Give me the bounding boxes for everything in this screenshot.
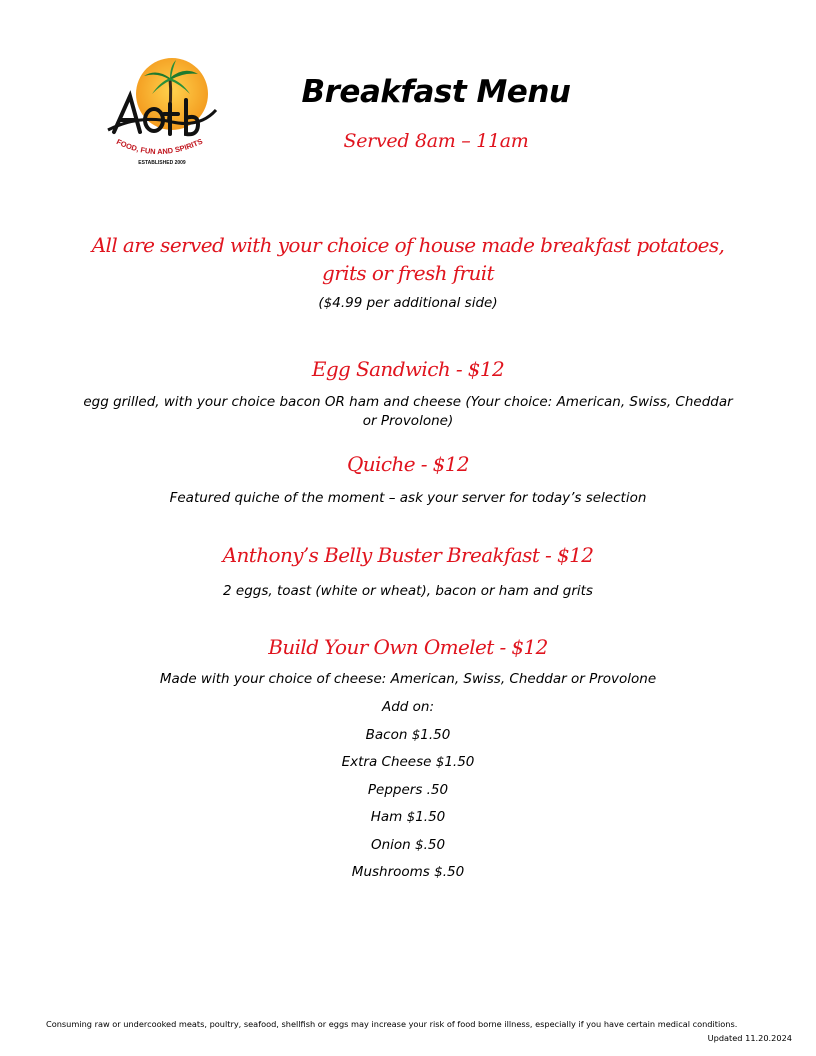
menu-item-desc-omelet: Made with your choice of cheese: American, Swiss, Cheddar or Provolone [159, 671, 657, 687]
addon-item-peppers: Peppers .50 [367, 781, 449, 798]
sides-note: All are served with your choice of house made breakfast potatoes, grits or fresh fruit [91, 233, 725, 285]
page-title: Breakfast Menu [301, 74, 571, 110]
menu-item-title-quiche: Quiche - $12 [346, 452, 470, 476]
serving-hours: Served 8am – 11am [343, 130, 529, 152]
addon-item-ham: Ham $1.50 [370, 809, 446, 825]
updated-date: Updated 11.20.2024 [707, 1033, 792, 1043]
menu-item-desc-belly-buster: 2 eggs, toast (white or wheat), bacon or ham and grits [223, 583, 593, 599]
addon-item-onion: Onion $.50 [370, 836, 446, 853]
menu-item-desc-egg-sandwich: egg grilled, with your choice bacon OR ham and cheese (Your choice: American, Swiss, Cheddar or Provolone) [83, 394, 733, 429]
addon-item-mushrooms: Mushrooms $.50 [351, 864, 465, 880]
menu-item-title-omelet: Build Your Own Omelet - $12 [268, 635, 548, 659]
additional-side-price: ($4.99 per additional side) [318, 295, 498, 311]
menu-item-title-belly-buster: Anthony’s Belly Buster Breakfast - $12 [222, 543, 594, 567]
svg-text:FOOD, FUN AND SPIRITS: FOOD, FUN AND SPIRITS [115, 136, 204, 157]
svg-text:ESTABLISHED 2009: ESTABLISHED 2009 [138, 160, 186, 166]
addon-heading: Add on: [381, 699, 435, 715]
menu-item-title-egg-sandwich: Egg Sandwich - $12 [311, 357, 505, 381]
menu-item-desc-quiche: Featured quiche of the moment – ask your server for today’s selection [169, 490, 647, 506]
addon-item-extra-cheese: Extra Cheese $1.50 [341, 754, 475, 770]
addon-item-bacon: Bacon $1.50 [365, 726, 451, 743]
restaurant-logo [100, 52, 224, 170]
addon-list [0, 698, 816, 891]
food-safety-disclaimer: Consuming raw or undercooked meats, poultry, seafood, shellfish or eggs may increase your risk of food borne illness, especially if you have certain medical conditions. [46, 1019, 738, 1029]
logo-graphic [100, 52, 224, 170]
